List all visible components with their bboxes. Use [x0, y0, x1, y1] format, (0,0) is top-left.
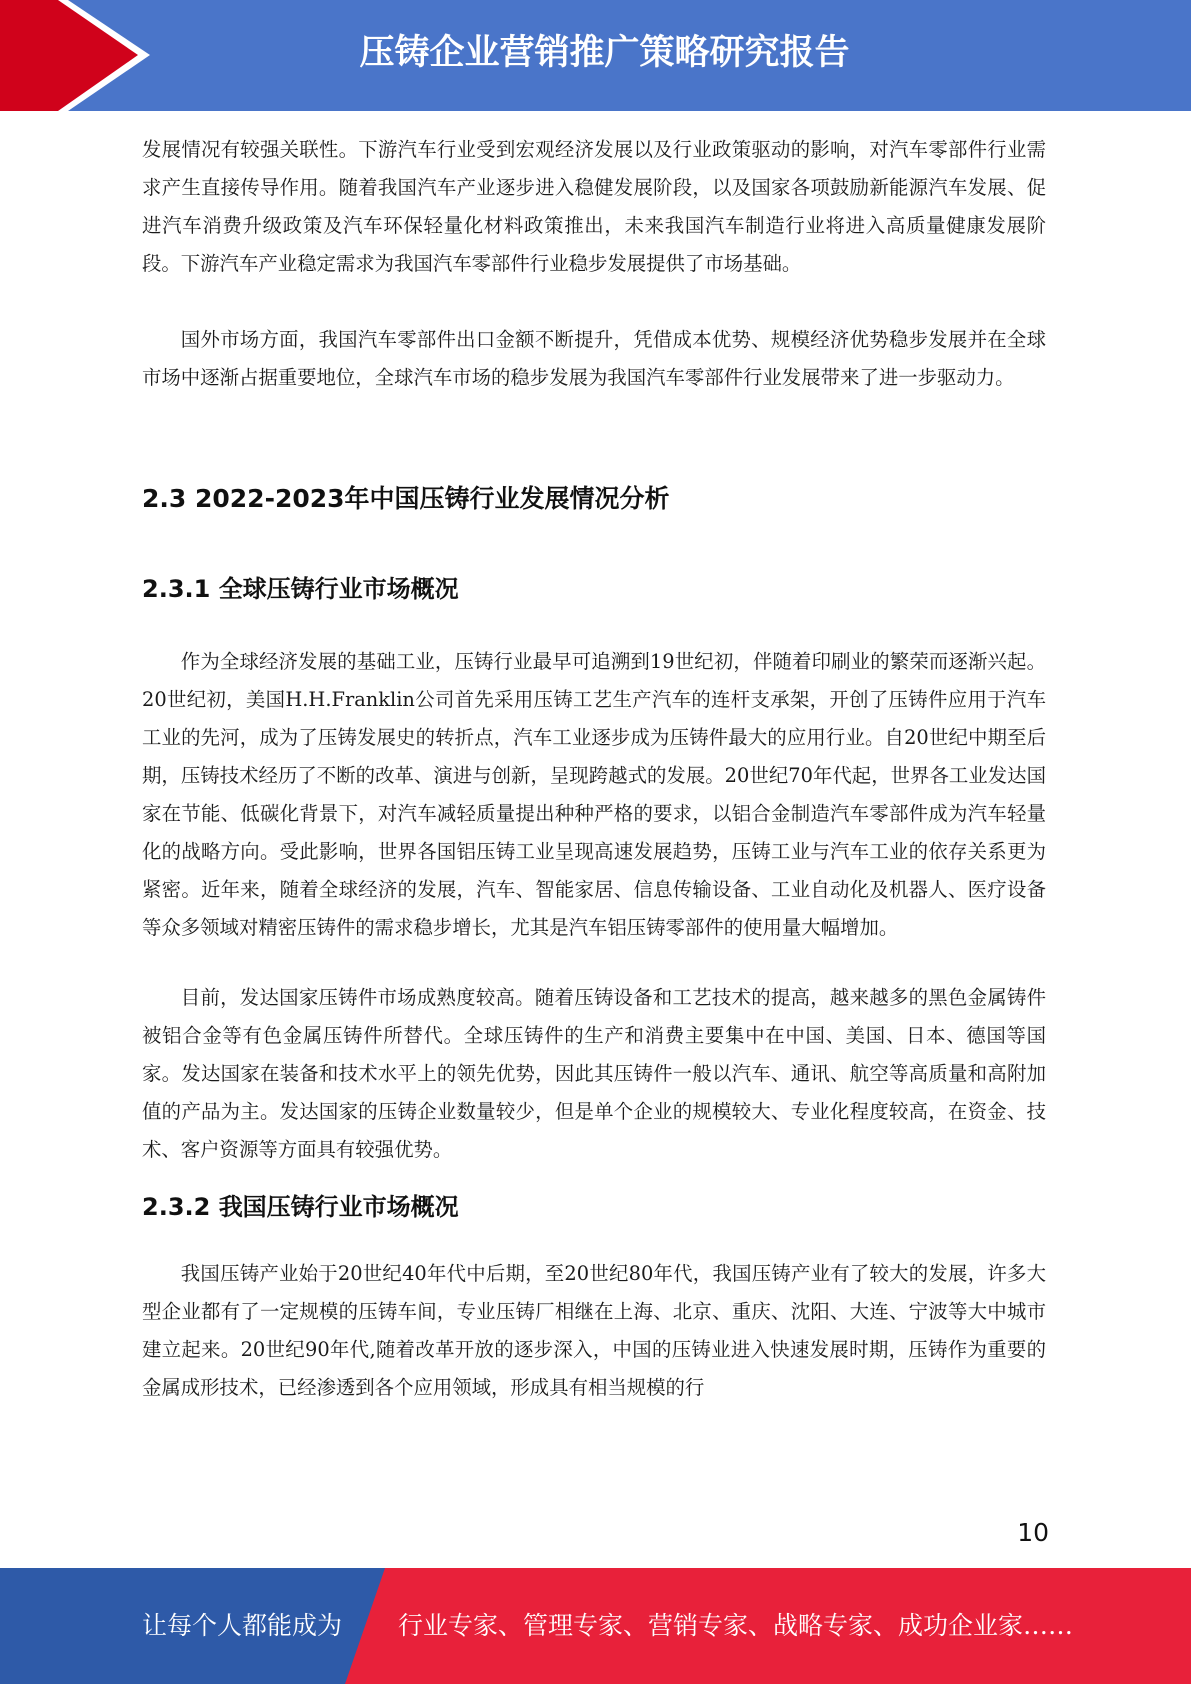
paragraph-2: 国外市场方面，我国汽车零部件出口金额不断提升，凭借成本优势、规模经济优势稳步发展并在全球市场中逐渐占据重要地位，全球汽车市场的稳步发展为我国汽车零部件行业发展带来了进一步驱动力。 — [142, 328, 1046, 389]
section-heading-2-3-1: 2.3.1 全球压铸行业市场概况 — [142, 575, 459, 603]
footer-slogan-right: 行业专家、管理专家、营销专家、战略专家、成功企业家…… — [398, 1611, 1074, 1640]
section-heading-2-3: 2.3 2022-2023年中国压铸行业发展情况分析 — [142, 484, 670, 513]
page-number: 10 — [1017, 1518, 1049, 1547]
page-content — [142, 131, 1046, 1407]
paragraph-5: 我国压铸产业始于20世纪40年代中后期，至20世纪80年代，我国压铸产业有了较大的发展，许多大型企业都有了一定规模的压铸车间，专业压铸厂相继在上海、北京、重庆、沈阳、大连、宁波等大中城市建立起来。20世纪90年代,随着改革开放的逐步深入，中国的压铸业进入快速发展时期，压铸作为重要的金属成形技术，已经渗透到各个应用领域，形成具有相当规模的行 — [142, 1262, 1046, 1399]
section-heading-2-3-2: 2.3.2 我国压铸行业市场概况 — [142, 1193, 459, 1221]
footer-slogan-left: 让每个人都能成为 — [142, 1611, 343, 1640]
page-footer — [0, 1568, 1191, 1684]
page-header — [0, 0, 1191, 111]
paragraph-1: 发展情况有较强关联性。下游汽车行业受到宏观经济发展以及行业政策驱动的影响，对汽车零部件行业需求产生直接传导作用。随着我国汽车产业逐步进入稳健发展阶段，以及国家各项鼓励新能源汽车发展、促进汽车消费升级政策及汽车环保轻量化材料政策推出，未来我国汽车制造行业将进入高质量健康发展阶段。下游汽车产业稳定需求为我国汽车零部件行业稳步发展提供了市场基础。 — [142, 138, 1046, 275]
report-title: 压铸企业营销推广策略研究报告 — [359, 33, 850, 73]
paragraph-3: 作为全球经济发展的基础工业，压铸行业最早可追溯到19世纪初，伴随着印刷业的繁荣而逐渐兴起。20世纪初，美国H.H.Franklin公司首先采用压铸工艺生产汽车的连杆支承架，开创了压铸件应用于汽车工业的先河，成为了压铸发展史的转折点，汽车工业逐步成为压铸件最大的应用行业。自20世纪中期至后期，压铸技术经历了不断的改革、演进与创新，呈现跨越式的发展。20世纪70年代起，世界各工业发达国家在节能、低碳化背景下，对汽车减轻质量提出种种严格的要求，以铝合金制造汽车零部件成为汽车轻量化的战略方向。受此影响，世界各国铝压铸工业呈现高速发展趋势，压铸工业与汽车工业的依存关系更为紧密。近年来，随着全球经济的发展，汽车、智能家居、信息传输设备、工业自动化及机器人、医疗设备等众多领域对精密压铸件的需求稳步增长，尤其是汽车铝压铸零部件的使用量大幅增加。 — [142, 650, 1046, 939]
paragraph-4: 目前，发达国家压铸件市场成熟度较高。随着压铸设备和工艺技术的提高，越来越多的黑色金属铸件被铝合金等有色金属压铸件所替代。全球压铸件的生产和消费主要集中在中国、美国、日本、德国等国家。发达国家在装备和技术水平上的领先优势，因此其压铸件一般以汽车、通讯、航空等高质量和高附加值的产品为主。发达国家的压铸企业数量较少，但是单个企业的规模较大、专业化程度较高，在资金、技术、客户资源等方面具有较强优势。 — [142, 986, 1046, 1161]
